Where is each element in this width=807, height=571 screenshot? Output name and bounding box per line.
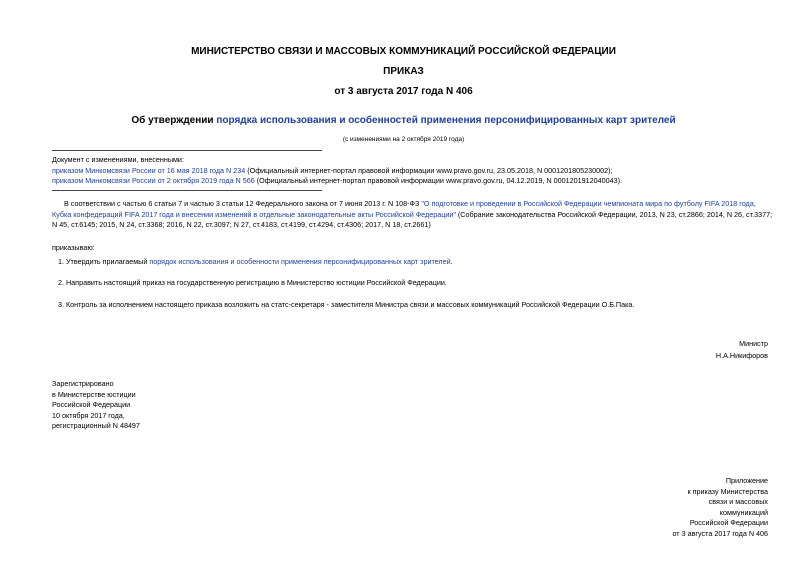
change-text-1: (Официальный интернет-портал правовой информации www.pravo.gov.ru, 23.05.2018, N 0001201805230002); [245, 165, 613, 175]
appendix-line: Приложение [725, 476, 768, 485]
order-item-1-text: 1. Утвердить прилагаемый [58, 257, 150, 266]
changes-block [52, 155, 792, 187]
signature-name: Н.А.Никифоров [715, 351, 768, 360]
basis-text: В соответствии с частью 6 статьи 7 и частью 3 статьи 12 Федерального закона от 7 июня 2013 г. N 108-ФЗ [64, 199, 422, 208]
title-prefix: Об утверждении [131, 115, 217, 126]
changes-heading: Документ с изменениями, внесенными: [52, 155, 184, 164]
basis-line-1 [52, 199, 792, 210]
basis-source: (Собрание законодательства Российской Федерации, 2013, N 23, ст.2866; 2014, N 26, ст.3377; [455, 209, 773, 219]
registration-block [52, 379, 252, 432]
appendix-line: коммуникаций [719, 507, 768, 517]
order-item-1-end: . [450, 257, 453, 266]
appendix-line: Российской Федерации [689, 518, 768, 527]
basis-line-3: N 45, ст.6145; 2015, N 24, ст.3368; 2016, N 22, ст.3097; N 27, ст.4183, ст.4199, ст.4294, ст.4306; 2017, N 18, ст.2661) [52, 220, 431, 229]
appendix-block [560, 476, 768, 539]
registration-line: в Министерстве юстиции [52, 389, 136, 399]
changes-item [52, 166, 792, 177]
order-item-1 [58, 257, 788, 268]
registration-line: Российской Федерации [52, 400, 131, 409]
registration-line: регистрационный N 48497 [52, 421, 140, 430]
signature-position: Министр [739, 339, 768, 348]
order-item-3: 3. Контроль за исполнением настоящего приказа возложить на статс-секретаря - заместителя Министра связи и массовых коммуникаций Российской Федерации О.Б.Пака. [58, 300, 635, 309]
changes-item [52, 176, 792, 187]
divider-bottom [52, 190, 322, 191]
order-item-2: 2. Направить настоящий приказ на государственную регистрацию в Министерство юстиции Российской Федерации. [58, 278, 447, 287]
registration-line: Зарегистрировано [52, 379, 114, 388]
ministry-heading: МИНИСТЕРСТВО СВЯЗИ И МАССОВЫХ КОММУНИКАЦИЙ РОССИЙСКОЙ ФЕДЕРАЦИИ [191, 46, 616, 57]
order-word: приказываю: [52, 243, 95, 252]
basis-line-2 [52, 210, 792, 221]
document-title [0, 115, 807, 126]
appendix-line: связи и массовых [708, 497, 768, 506]
doc-type-heading: ПРИКАЗ [383, 66, 424, 77]
divider-top [52, 150, 322, 151]
law-link-part1[interactable]: "О подготовке и проведении в Российской Федерации чемпионата мира по футболу FIFA 2018 года, [421, 199, 756, 208]
procedure-link[interactable]: порядок использования и особенности применения персонифицированных карт зрителей [149, 257, 451, 266]
revision-note: (с изменениями на 2 октября 2019 года) [342, 136, 465, 143]
basis-paragraph [52, 199, 792, 231]
appendix-line: от 3 августа 2017 года N 406 [672, 528, 768, 538]
change-link-2[interactable]: приказом Минкомсвязи России от 2 октября 2019 года N 566 [52, 176, 255, 185]
change-link-1[interactable]: приказом Минкомсвязи России от 16 мая 2018 года N 234 [52, 165, 246, 175]
title-link[interactable]: порядка использования и особенностей применения персонифицированных карт зрителей [216, 115, 676, 126]
law-link-part2[interactable]: Кубка конфедераций FIFA 2017 года и внесении изменений в отдельные законодательные акты Российской Федерации" [52, 209, 456, 219]
registration-line: 10 октября 2017 года, [52, 410, 125, 420]
doc-date-number: от 3 августа 2017 года N 406 [334, 86, 473, 97]
appendix-line: к приказу Министерства [687, 486, 768, 496]
change-text-2: (Официальный интернет-портал правовой информации www.pravo.gov.ru, 04.12.2019, N 0001201912040043). [254, 176, 623, 185]
